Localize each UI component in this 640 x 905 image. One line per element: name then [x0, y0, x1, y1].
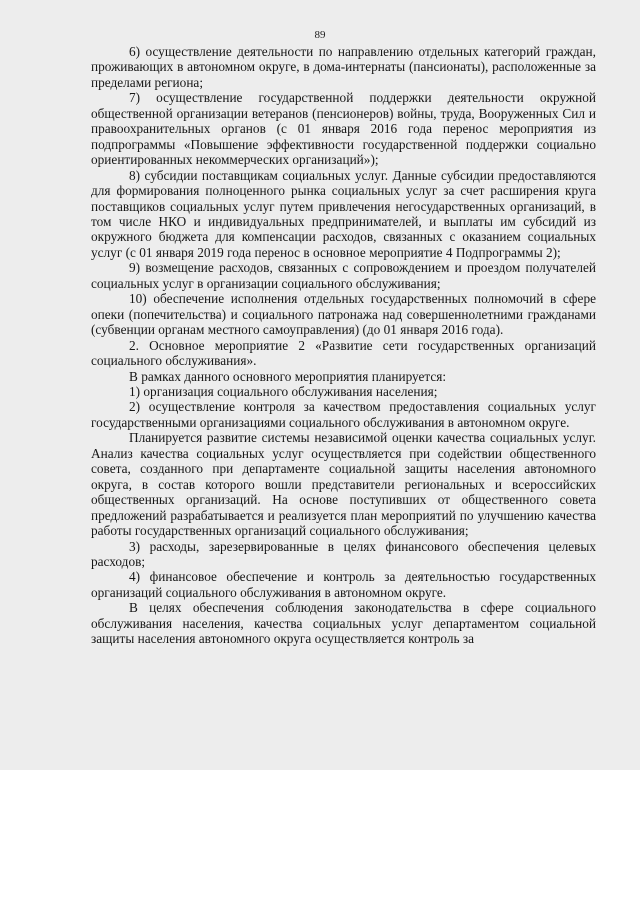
paragraph-main-activity-2: 2. Основное мероприятие 2 «Развитие сети государственных организаций социального обслуживания». — [91, 337, 596, 369]
paragraph-item-9: 9) возмещение расходов, связанных с сопровождением и проездом получателей социальных услуг в организации социального обслуживания; — [91, 260, 596, 291]
blank-margin — [0, 770, 640, 905]
paragraph-item-6: 6) осуществление деятельности по направлению отдельных категорий граждан, проживающих в автономном округе, в дома-интернаты (пансионаты), расположенные за пределами региона; — [91, 44, 596, 90]
paragraph-planned-item-1: 1) организация социального обслуживания населения; — [129, 383, 438, 399]
paragraph-planned-item-2: 2) осуществление контроля за качеством предоставления социальных услуг государственными организациями социального обслуживания в автономном округе. — [91, 399, 596, 430]
page-number: 89 — [314, 29, 326, 41]
paragraph-item-8: 8) субсидии поставщикам социальных услуг. Данные субсидии предоставляются для формирования полноценного рынка социальных услуг за счет расширения круга поставщиков социальных услуг путем привлечения негосударственных организаций, в том числе НКО и индивидуальных предпринимателей, и выплаты им субсидий из окружного бюджета для компенсации расходов, связанных с оказанием социальных услуг (с 01 января 2019 года перенос в основное мероприятие 4 Подпрограммы 2); — [91, 167, 596, 260]
paragraph-item-7: 7) осуществление государственной поддержки деятельности окружной общественной организации ветеранов (пенсионеров) войны, труда, Вооруженных Сил и правоохранительных органов (с 01 января 2016 года перенос мероприятия из подпрограммы «Повышение эффективности государственной поддержки социально ориентированных некоммерческих организаций»); — [91, 90, 596, 168]
paragraph-planned-item-4: 4) финансовое обеспечение и контроль за деятельностью государственных организаций социального обслуживания в автономном округе. — [91, 569, 596, 600]
document-body — [91, 44, 596, 647]
paragraph-legislation-compliance: В целях обеспечения соблюдения законодательства в сфере социального обслуживания населения, качества социальных услуг департаментом социальной защиты населения автономного округа осуществляется контроль за — [91, 600, 596, 647]
paragraph-planned-item-3: 3) расходы, зарезервированные в целях финансового обеспечения целевых расходов; — [91, 538, 596, 569]
paragraph-planned-intro: В рамках данного основного мероприятия планируется: — [129, 368, 447, 384]
paragraph-independent-assessment: Планируется развитие системы независимой оценки качества социальных услуг. Анализ качества социальных услуг осуществляется при содействии общественного совета, созданного при департаменте социальной защиты населения автономного округа, в состав которого вошли представители региональных и всероссийских общественных организаций. На основе поступивших от общественного совета предложений разрабатывается и реализуется план мероприятий по улучшению качества работы государственных организаций социального обслуживания; — [91, 430, 596, 539]
paragraph-item-10: 10) обеспечение исполнения отдельных государственных полномочий в сфере опеки (попечительства) и социального патронажа над совершеннолетними гражданами (субвенции органам местного самоуправления) (до 01 января 2016 года). — [91, 291, 596, 338]
